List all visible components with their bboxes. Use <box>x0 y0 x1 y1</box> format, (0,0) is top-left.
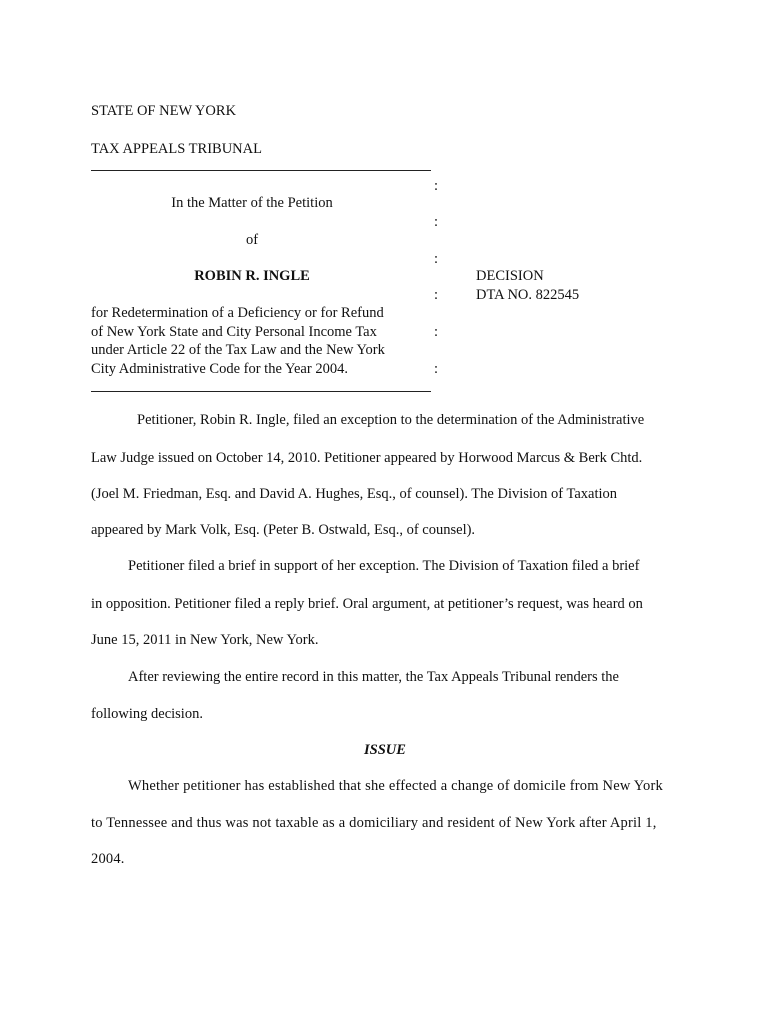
state-heading: STATE OF NEW YORK <box>91 103 237 119</box>
issue-heading: ISSUE <box>364 742 406 758</box>
body-line: June 15, 2011 in New York, New York. <box>91 632 319 648</box>
caption-of: of <box>245 232 259 248</box>
dta-number: DTA NO. 822545 <box>476 287 580 303</box>
caption-colon: : <box>434 361 439 377</box>
caption-description-line: City Administrative Code for the Year 2004. <box>91 361 348 377</box>
body-line: (Joel M. Friedman, Esq. and David A. Hughes, Esq., of counsel). The Division of Taxation <box>91 486 618 502</box>
caption-bottom-rule <box>91 391 431 392</box>
body-line: Petitioner filed a brief in support of her exception. The Division of Taxation filed a brief <box>128 558 640 574</box>
caption-top-rule <box>91 170 431 171</box>
caption-colon: : <box>434 287 439 303</box>
tribunal-heading: TAX APPEALS TRIBUNAL <box>91 141 262 157</box>
body-line: following decision. <box>91 706 203 722</box>
body-line: After reviewing the entire record in this matter, the Tax Appeals Tribunal renders the <box>128 669 619 685</box>
body-line: appeared by Mark Volk, Esq. (Peter B. Ostwald, Esq., of counsel). <box>91 522 476 538</box>
caption-description-line: under Article 22 of the Tax Law and the New York <box>91 342 385 358</box>
caption-colon: : <box>434 324 439 340</box>
caption-colon: : <box>434 251 439 267</box>
petitioner-name: ROBIN R. INGLE <box>194 268 310 284</box>
caption-colon: : <box>434 214 439 230</box>
matter-of-petition: In the Matter of the Petition <box>171 195 333 211</box>
body-line: Law Judge issued on October 14, 2010. Petitioner appeared by Horwood Marcus & Berk Chtd. <box>91 450 643 466</box>
issue-line: Whether petitioner has established that she effected a change of domicile from New York <box>128 778 663 794</box>
caption-description-line: of New York State and City Personal Income Tax <box>91 324 377 340</box>
body-line: in opposition. Petitioner filed a reply brief. Oral argument, at petitioner’s request, was heard on <box>91 596 643 612</box>
issue-line: 2004. <box>91 851 125 867</box>
body-line: Petitioner, Robin R. Ingle, filed an exception to the determination of the Administrative <box>137 412 645 428</box>
decision-label: DECISION <box>476 268 544 284</box>
caption-colon: : <box>434 178 439 194</box>
caption-description-line: for Redetermination of a Deficiency or for Refund <box>91 305 384 321</box>
issue-line: to Tennessee and thus was not taxable as a domiciliary and resident of New York after April 1, <box>91 815 657 831</box>
